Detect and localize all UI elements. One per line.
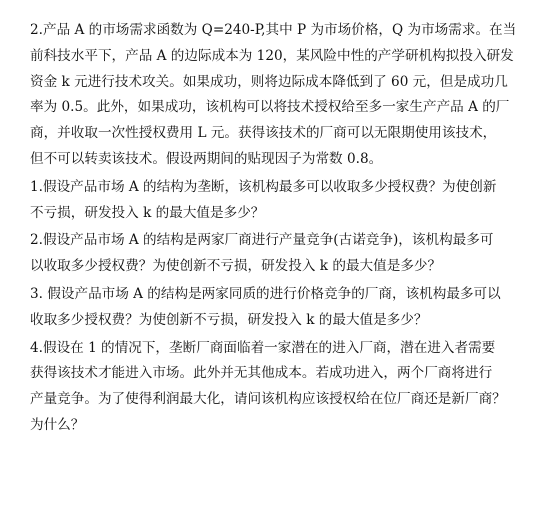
text-line: 率为 0.5。此外，如果成功，该机构可以将技术授权给至多一家生产产品 A 的厂 xyxy=(30,99,510,116)
text-line: 但不可以转卖该技术。假设两期间的贴现因子为常数 0.8。 xyxy=(30,150,383,167)
text-line: 2.假设产品市场 A 的结构是两家厂商进行产量竞争(古诺竞争)，该机构最多可 xyxy=(30,232,494,249)
question-4 xyxy=(30,336,522,439)
text-line: 资金 k 元进行技术攻关。如果成功，则将边际成本降低到了 60 元，但是成功几 xyxy=(30,73,508,90)
text-line: 2.产品 A 的市场需求函数为 Q=240-P,其中 P 为市场价格，Q 为市场需求。在当 xyxy=(30,22,517,38)
text-line: 不亏损，研发投入 k 的最大值是多少？ xyxy=(30,204,265,221)
text-line: 获得该技术才能进入市场。此外并无其他成本。若成功进入，两个厂商将进行 xyxy=(30,365,493,382)
text-line: 商，并收取一次性授权费用 L 元。获得该技术的厂商可以无限期使用该技术， xyxy=(30,125,497,142)
text-line: 3. 假设产品市场 A 的结构是两家同质的进行价格竞争的厂商，该机构最多可以 xyxy=(30,285,501,302)
question-2 xyxy=(30,228,522,280)
text-line: 以收取多少授权费？为使创新不亏损，研发投入 k 的最大值是多少？ xyxy=(30,258,442,275)
question-3 xyxy=(30,282,522,334)
text-line: 收取多少授权费？为使创新不亏损，研发投入 k 的最大值是多少？ xyxy=(30,311,428,328)
problem-intro xyxy=(30,18,522,173)
document-body xyxy=(30,18,522,439)
text-line: 为什么？ xyxy=(30,416,85,433)
question-1 xyxy=(30,175,522,227)
text-line: 1.假设产品市场 A 的结构为垄断，该机构最多可以收取多少授权费？为使创新 xyxy=(30,178,497,195)
text-line: 前科技水平下，产品 A 的边际成本为 120，某风险中性的产学研机构拟投入研发 xyxy=(30,47,514,64)
text-line: 4.假设在 1 的情况下，垄断厂商面临着一家潜在的进入厂商，潜在进入者需要 xyxy=(30,339,496,356)
text-line: 产量竞争。为了使得利润最大化，请问该机构应该授权给在位厂商还是新厂商？ xyxy=(30,391,506,408)
